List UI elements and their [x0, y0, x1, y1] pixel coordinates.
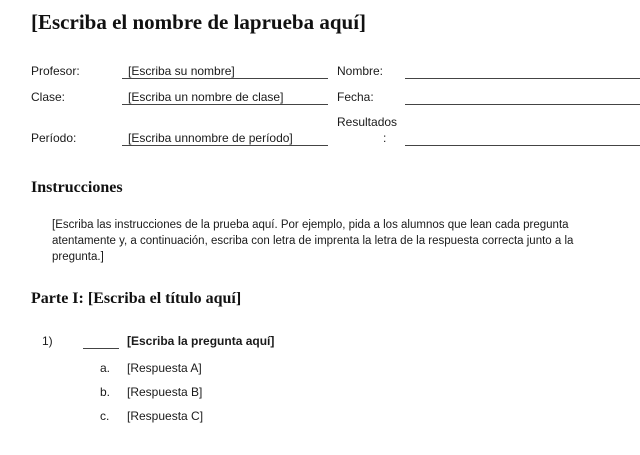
- answer-c-letter: c.: [100, 409, 110, 423]
- instructions-text[interactable]: [Escriba las instrucciones de la prueba aquí. Por ejemplo, pida a los alumnos que lean cada pregunta atentamente y, a continuación, escriba con letra de imprenta la letra de la respuesta correcta junto a la pregunta.]: [52, 219, 574, 263]
- periodo-label: Período:: [31, 131, 77, 145]
- answer-b-text[interactable]: [Respuesta B]: [127, 385, 203, 399]
- question-number: 1): [42, 334, 53, 348]
- answer-a-letter: a.: [100, 361, 111, 375]
- periodo-field[interactable]: [Escriba unnombre de período]: [128, 131, 293, 145]
- answer-c-text[interactable]: [Respuesta C]: [127, 409, 204, 423]
- answer-blank[interactable]: [83, 348, 119, 349]
- clase-underline: [122, 104, 328, 105]
- fecha-field[interactable]: [405, 104, 640, 105]
- test-title[interactable]: [Escriba el nombre de laprueba aquí]: [31, 10, 367, 34]
- fecha-label: Fecha:: [337, 90, 374, 104]
- answer-a-text[interactable]: [Respuesta A]: [127, 361, 202, 375]
- nombre-field[interactable]: [405, 78, 640, 79]
- resultados-colon: :: [383, 131, 387, 145]
- part-heading[interactable]: Parte I: [Escriba el título aquí]: [31, 290, 242, 307]
- clase-field[interactable]: [Escriba un nombre de clase]: [128, 90, 284, 104]
- answer-b-letter: b.: [100, 385, 111, 399]
- instructions-heading: Instrucciones: [31, 179, 123, 196]
- resultados-field[interactable]: [405, 145, 640, 146]
- profesor-label: Profesor:: [31, 64, 80, 78]
- clase-label: Clase:: [31, 90, 66, 104]
- profesor-underline: [122, 78, 328, 79]
- periodo-underline: [122, 145, 328, 146]
- nombre-label: Nombre:: [337, 64, 384, 78]
- question-text[interactable]: [Escriba la pregunta aquí]: [127, 334, 275, 348]
- resultados-label: Resultados: [337, 115, 398, 129]
- profesor-field[interactable]: [Escriba su nombre]: [128, 64, 235, 78]
